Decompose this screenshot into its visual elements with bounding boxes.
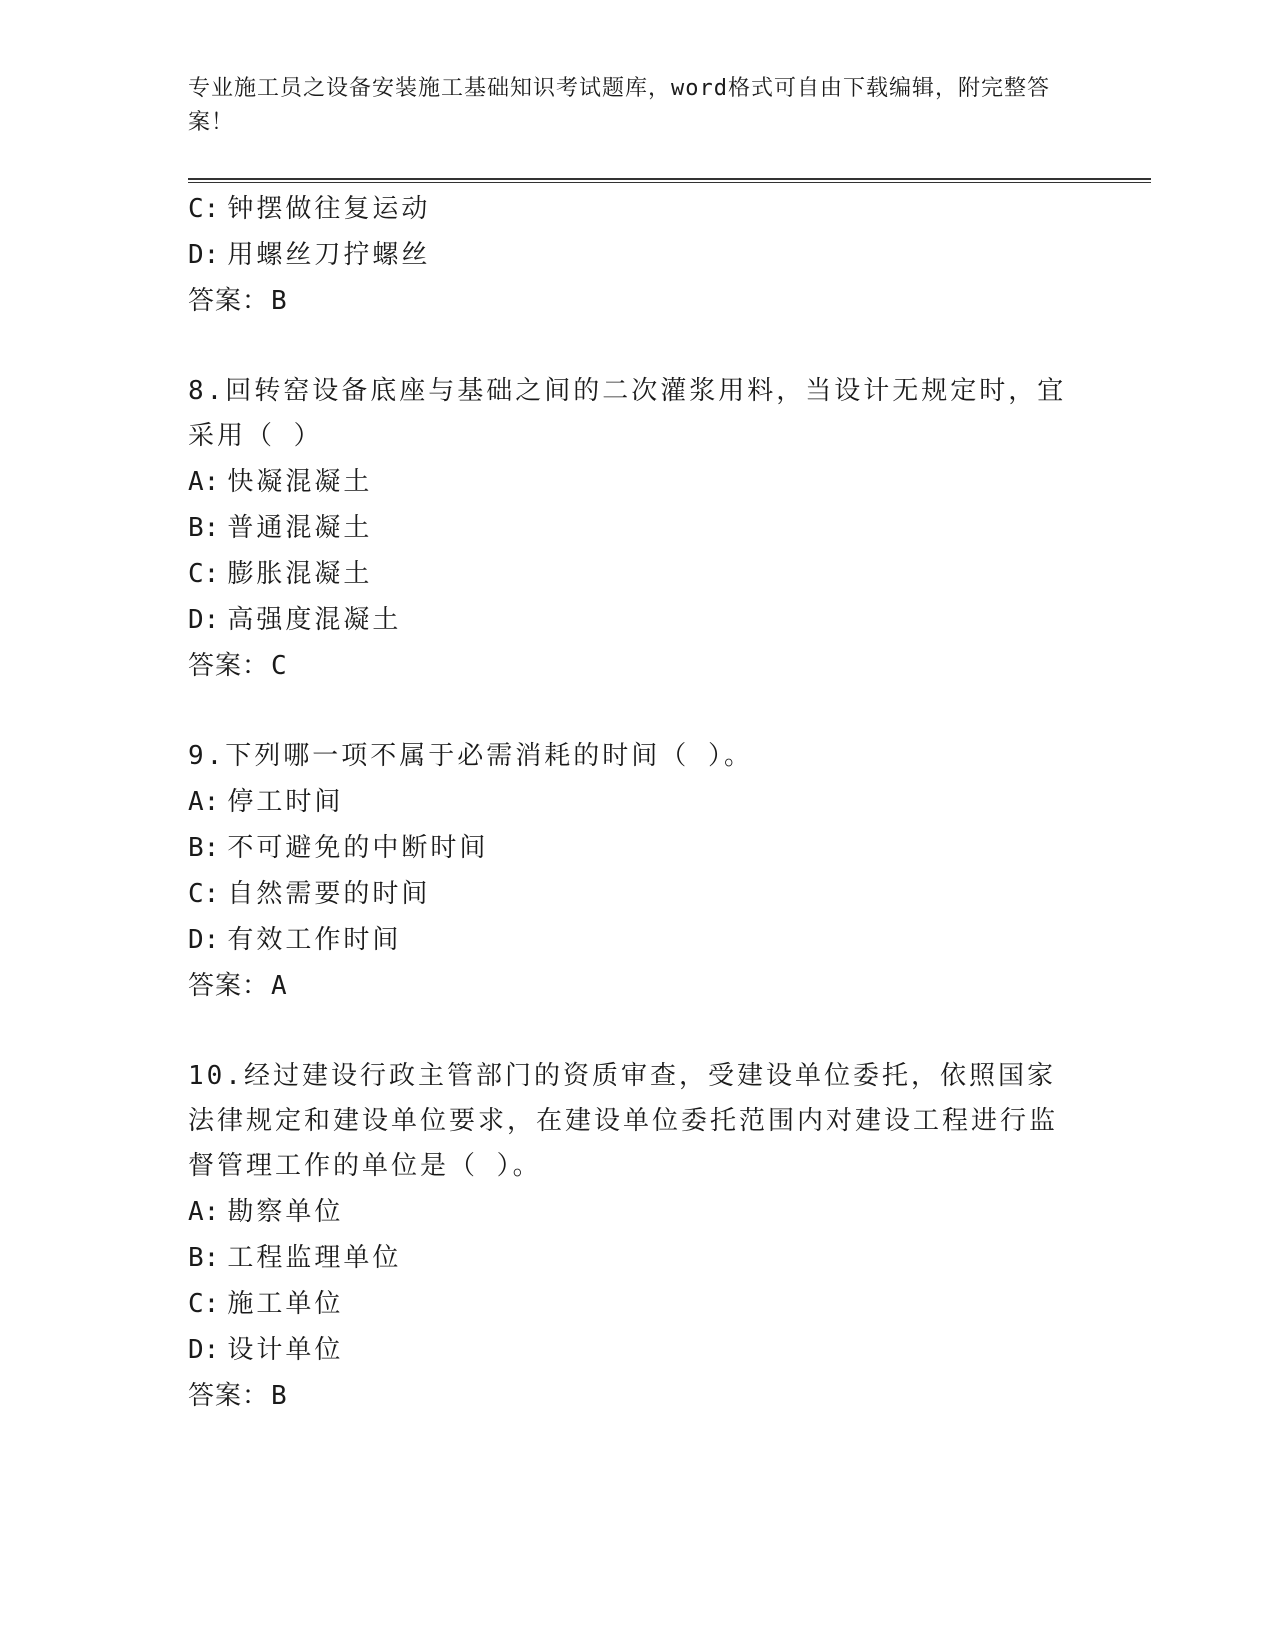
header-divider-thick [188, 178, 1151, 180]
option-d: D: 高强度混凝土 [188, 605, 402, 635]
option-a: A: 快凝混凝土 [188, 467, 373, 497]
option-c: C: 钟摆做往复运动 [188, 194, 431, 224]
header-divider-thin [188, 182, 1151, 183]
option-a: A: 勘察单位 [188, 1197, 344, 1227]
answer-line [188, 1373, 1068, 1419]
option-b: B: 不可避免的中断时间 [188, 833, 489, 863]
answer-line [188, 963, 1068, 1009]
option-b: B: 工程监理单位 [188, 1243, 402, 1273]
answer-label: 答案： [188, 971, 270, 1001]
option-c: C: 膨胀混凝土 [188, 559, 373, 589]
option-d: D: 有效工作时间 [188, 925, 402, 955]
question-7-tail [188, 186, 1068, 324]
question-stem: 9.下列哪一项不属于必需消耗的时间（ ）。 [188, 741, 753, 771]
document-body [188, 186, 1068, 1419]
option-c: C: 自然需要的时间 [188, 879, 431, 909]
option-c: C: 施工单位 [188, 1289, 344, 1319]
answer-label: 答案： [188, 1381, 270, 1411]
answer-value: B [271, 1381, 288, 1411]
answer-value: C [271, 651, 288, 681]
question-stem: 8.回转窑设备底座与基础之间的二次灌浆用料，当设计无规定时，宜采用（ ） [188, 376, 1067, 451]
question-9 [188, 734, 1068, 1009]
question-8 [188, 369, 1068, 689]
answer-line [188, 643, 1068, 689]
answer-label: 答案： [188, 651, 270, 681]
answer-value: A [271, 971, 288, 1001]
answer-label: 答案： [188, 286, 270, 316]
answer-line [188, 278, 1068, 324]
option-d: D: 设计单位 [188, 1335, 344, 1365]
question-stem: 10.经过建设行政主管部门的资质审查，受建设单位委托，依照国家法律规定和建设单位要求，在建设单位委托范围内对建设工程进行监督管理工作的单位是（ ）。 [188, 1061, 1059, 1181]
option-a: A: 停工时间 [188, 787, 344, 817]
option-d: D: 用螺丝刀拧螺丝 [188, 240, 431, 270]
option-b: B: 普通混凝土 [188, 513, 373, 543]
document-header: 专业施工员之设备安装施工基础知识考试题库，word格式可自由下载编辑，附完整答案！ [188, 76, 1050, 135]
answer-value: B [271, 286, 288, 316]
question-10 [188, 1054, 1068, 1419]
